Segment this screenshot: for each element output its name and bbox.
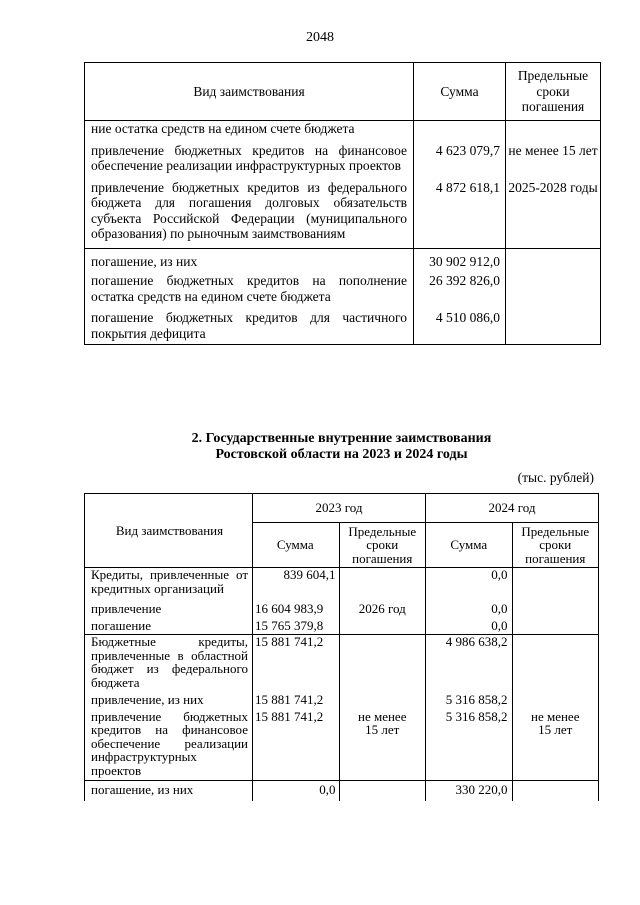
row-term-2024: [512, 616, 599, 635]
row-sum-2024: 0,0: [426, 600, 513, 616]
row-sum-2024: 5 316 858,2: [426, 710, 513, 781]
borrowings-table-2023-2024: [84, 493, 599, 801]
row-term-2023: [339, 635, 426, 694]
row-desc: погашение бюджетных кредитов на пополнение остатка средств на едином счете бюджета: [85, 273, 414, 310]
row-desc: привлечение бюджетных кредитов на финансовое обеспечение реализации инфраструктурных проектов: [85, 710, 253, 781]
table-row: [85, 143, 601, 180]
row-sum-2023: 15 881 741,2: [253, 693, 340, 710]
table-row: [85, 180, 601, 249]
row-term: [506, 248, 601, 273]
row-sum: 30 902 912,0: [414, 248, 506, 273]
table-row: [85, 693, 599, 710]
table-row: [85, 248, 601, 273]
row-term: не менее 15 лет: [506, 143, 601, 180]
table-row: [85, 616, 599, 635]
row-sum-2024: 4 986 638,2: [426, 635, 513, 694]
row-sum: 26 392 826,0: [414, 273, 506, 310]
header-term-2023: Предельные сроки погашения: [339, 523, 426, 568]
row-sum: [414, 121, 506, 143]
row-desc: погашение: [85, 616, 253, 635]
row-term-2024: [512, 600, 599, 616]
row-desc: привлечение, из них: [85, 693, 253, 710]
row-term-2023: не менее 15 лет: [339, 710, 426, 781]
table-row: [85, 310, 601, 345]
table-row: [85, 568, 599, 601]
row-term-2023: [339, 568, 426, 601]
row-sum: 4 510 086,0: [414, 310, 506, 345]
row-term-2023: 2026 год: [339, 600, 426, 616]
section-title-line1: 2. Государственные внутренние заимствования: [191, 431, 492, 446]
header-type: Вид заимствования: [85, 63, 414, 121]
row-term-2024: [512, 693, 599, 710]
table-row: [85, 635, 599, 694]
row-term-2024: [512, 781, 599, 801]
row-sum-2023: 15 765 379,8: [253, 616, 340, 635]
row-sum-2024: 330 220,0: [426, 781, 513, 801]
row-sum-2024: 5 316 858,2: [426, 693, 513, 710]
row-term-2023: [339, 616, 426, 635]
row-desc: погашение, из них: [85, 248, 414, 273]
table-row: [85, 710, 599, 781]
row-term-2024: не менее 15 лет: [512, 710, 599, 781]
row-term-2023: [339, 781, 426, 801]
row-term: [506, 121, 601, 143]
header-term: Предельные сроки погашения: [506, 63, 601, 121]
borrowings-table-continued: [84, 62, 601, 345]
header-sum-2023: Сумма: [253, 523, 340, 568]
row-desc: привлечение бюджетных кредитов из федерального бюджета для погашения долговых обязательств субъекта Российской Федерации (муниципального образования) по рыночным заимствованиям: [85, 180, 414, 249]
row-sum-2024: 0,0: [426, 616, 513, 635]
section-title-line2: Ростовской области на 2023 и 2024 годы: [215, 447, 468, 462]
row-desc: Бюджетные кредиты, привлеченные в областной бюджет из федерального бюджета: [85, 635, 253, 694]
header-year-2024: 2024 год: [426, 494, 599, 523]
row-term-2024: [512, 635, 599, 694]
row-term: [506, 310, 601, 345]
row-sum-2024: 0,0: [426, 568, 513, 601]
row-desc: погашение бюджетных кредитов для частичного покрытия дефицита: [85, 310, 414, 345]
header-term-2024: Предельные сроки погашения: [512, 523, 599, 568]
table-row: [85, 600, 599, 616]
section-title: [84, 431, 599, 463]
row-desc: привлечение бюджетных кредитов на финансовое обеспечение реализации инфраструктурных проектов: [85, 143, 414, 180]
row-desc: Кредиты, привлеченные от кредитных организаций: [85, 568, 253, 601]
row-sum-2023: 15 881 741,2: [253, 635, 340, 694]
row-desc: привлечение: [85, 600, 253, 616]
row-desc: ние остатка средств на едином счете бюджета: [85, 121, 414, 143]
row-term-2024: [512, 568, 599, 601]
row-term-2023: [339, 693, 426, 710]
header-sum: Сумма: [414, 63, 506, 121]
table-header-row: [85, 63, 601, 121]
header-type: Вид заимствования: [85, 494, 253, 568]
row-sum-2023: 16 604 983,9: [253, 600, 340, 616]
row-term: 2025-2028 годы: [506, 180, 601, 249]
table-header-row: [85, 494, 599, 523]
table-row: [85, 273, 601, 310]
row-sum: 4 623 079,7: [414, 143, 506, 180]
row-sum-2023: 839 604,1: [253, 568, 340, 601]
row-sum-2023: 15 881 741,2: [253, 710, 340, 781]
page-number: 2048: [306, 30, 334, 45]
row-term: [506, 273, 601, 310]
row-desc: погашение, из них: [85, 781, 253, 801]
table-row: [85, 121, 601, 143]
header-year-2023: 2023 год: [253, 494, 426, 523]
row-sum-2023: 0,0: [253, 781, 340, 801]
unit-label: (тыс. рублей): [517, 470, 594, 485]
header-sum-2024: Сумма: [426, 523, 513, 568]
table-row: [85, 781, 599, 801]
row-sum: 4 872 618,1: [414, 180, 506, 249]
